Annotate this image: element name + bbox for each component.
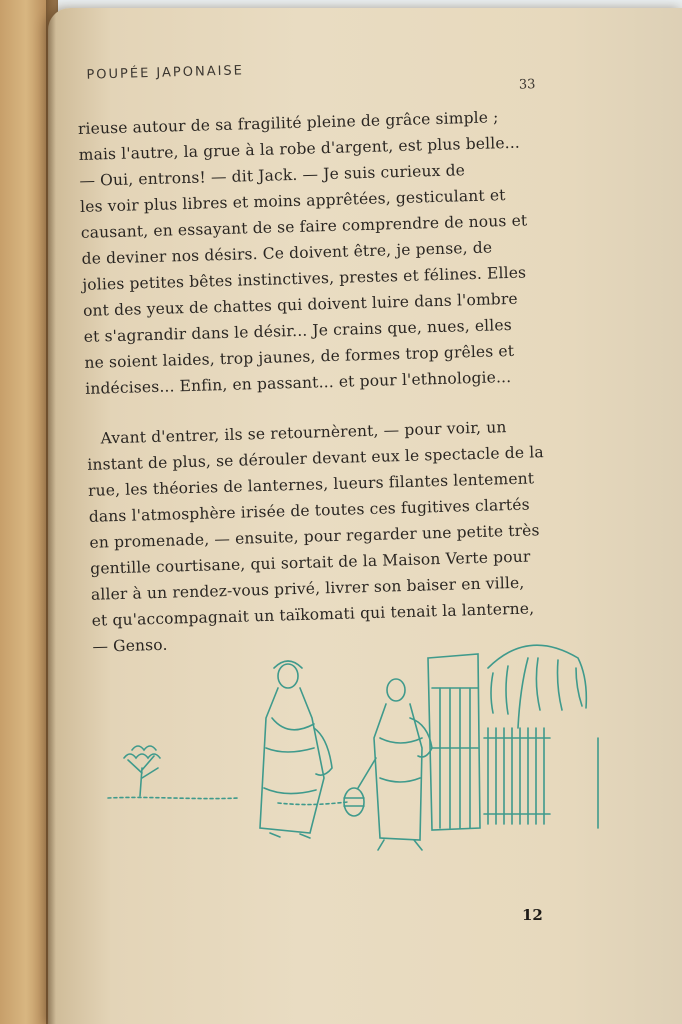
text-line: les voir plus libres et moins apprêtées, gesticulant et <box>79 186 506 216</box>
text-line: jolies petites bêtes instinctives, prestes et félines. Elles <box>82 263 527 294</box>
signature-mark: 12 <box>522 906 543 924</box>
illustration-courtesan-and-lantern-bearer <box>88 628 608 868</box>
book-page <box>48 8 682 1024</box>
page-number: 33 <box>518 77 536 93</box>
text-line: aller à un rendez-vous privé, livrer son baiser en ville, <box>90 573 525 604</box>
text-line: indécises... Enfin, en passant... et pour l'ethnologie... <box>84 367 512 398</box>
text-line: gentille courtisane, qui sortait de la Maison Verte pour <box>90 547 531 578</box>
text-line: en promenade, — ensuite, pour regarder une petite très <box>89 521 540 552</box>
text-line: causant, en essayant de se faire comprendre de nous et <box>80 211 528 242</box>
text-line: rue, les théories de lanternes, lueurs filantes lentement <box>87 469 535 500</box>
text-line: ont des yeux de chattes qui doivent luire dans l'ombre <box>82 289 518 320</box>
text-line: de deviner nos désirs. Ce doivent être, je pense, de <box>81 238 493 268</box>
page-content <box>76 42 646 656</box>
text-line: — Genso. <box>92 635 168 656</box>
text-line: instant de plus, se dérouler devant eux le spectacle de la <box>87 443 544 474</box>
text-line: Avant d'entrer, ils se retournèrent, — pour voir, un <box>100 418 507 448</box>
text-line: rieuse autour de sa fragilité pleine de grâce simple ; <box>77 108 499 138</box>
running-head: POUPÉE JAPONAISE <box>86 63 245 83</box>
text-line: mais l'autre, la grue à la robe d'argent, est plus belle... <box>78 133 521 164</box>
spine-shadow <box>46 0 56 1024</box>
text-line: ne soient laides, trop jaunes, de formes trop grêles et <box>84 341 515 372</box>
text-line: — Oui, entrons! — dit Jack. — Je suis curieux de <box>79 161 466 190</box>
text-line: et qu'accompagnait un taïkomati qui tenait la lanterne, <box>91 599 535 630</box>
text-line: dans l'atmosphère irisée de toutes ces fugitives clartés <box>88 495 530 526</box>
text-line: et s'agrandir dans le désir... Je crains que, nues, elles <box>83 315 513 346</box>
